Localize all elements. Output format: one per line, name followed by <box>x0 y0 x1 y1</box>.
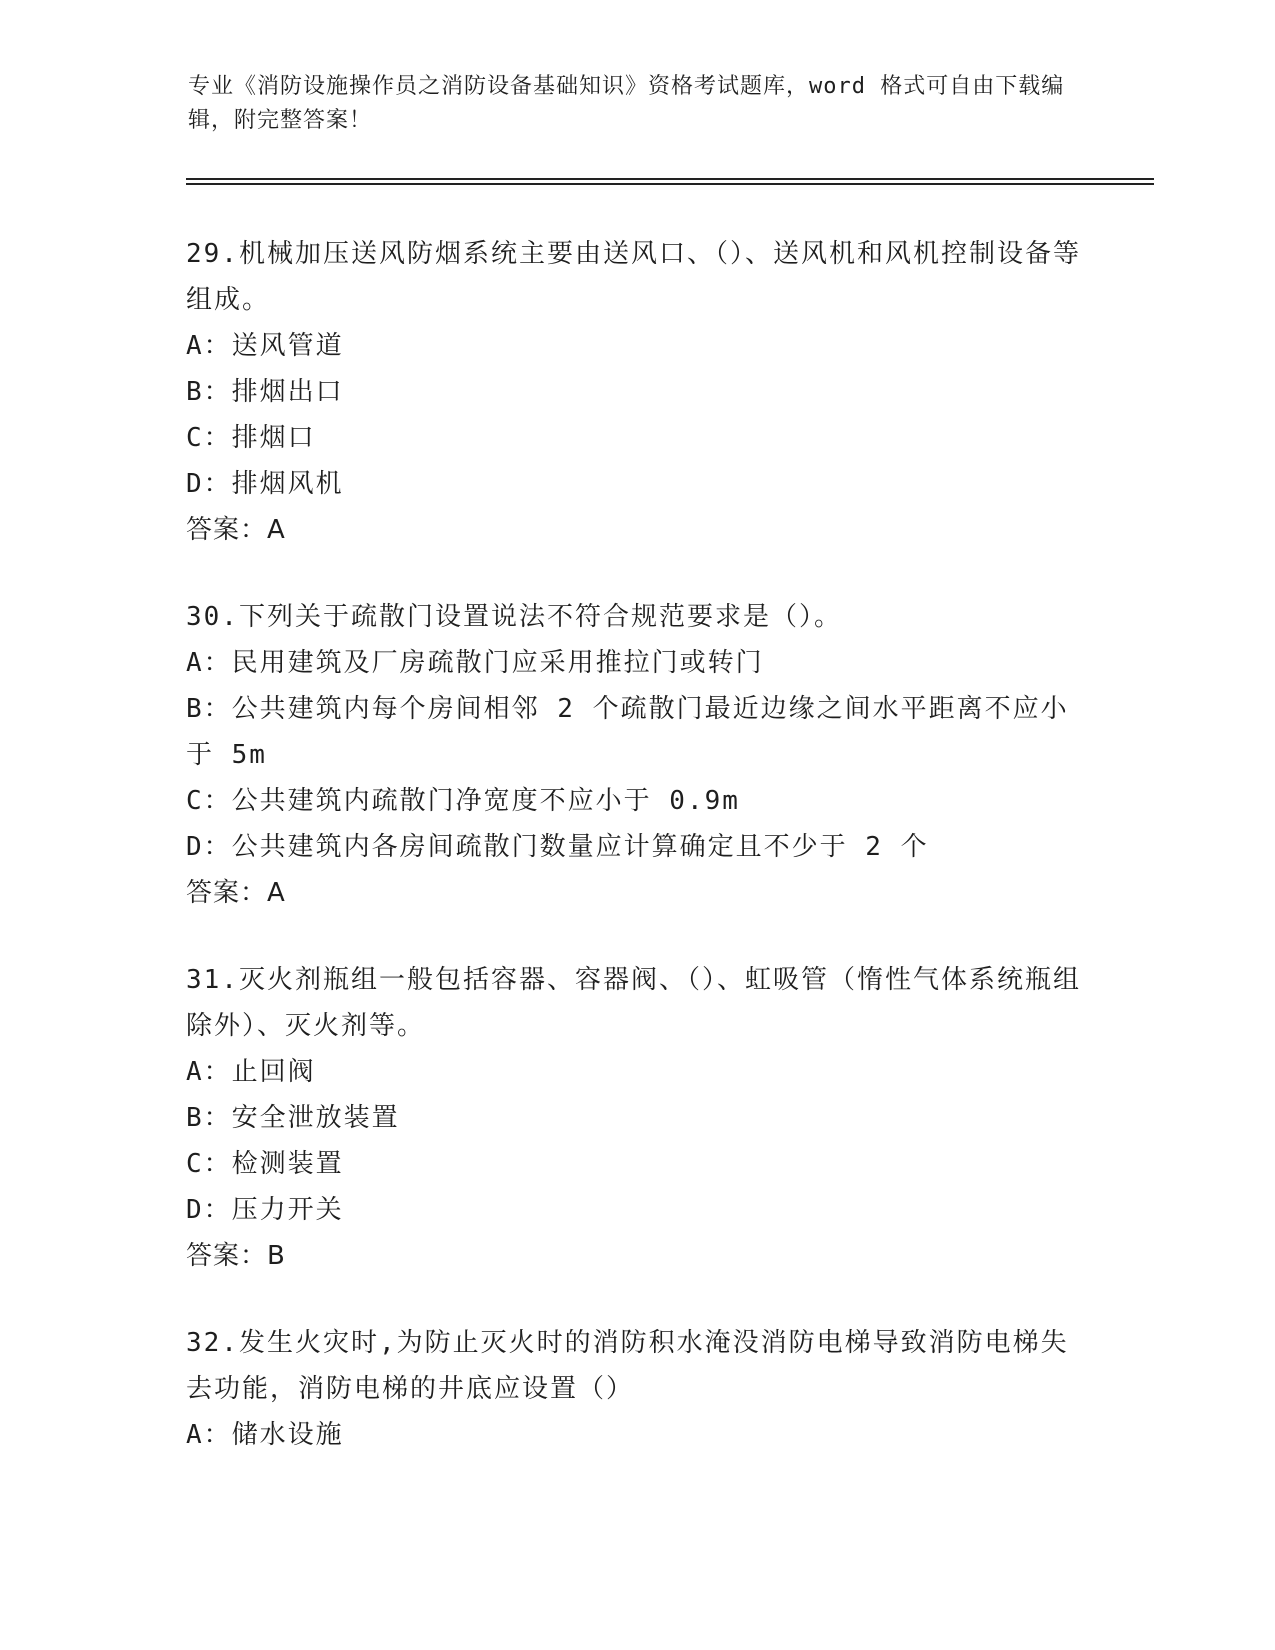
question-29 <box>186 231 1086 553</box>
option-d: D：压力开关 <box>186 1195 344 1225</box>
answer-label: 答案：B <box>186 1241 286 1271</box>
header-divider-top <box>186 178 1154 180</box>
question-31 <box>186 957 1086 1279</box>
header-text: 专业《消防设施操作员之消防设备基础知识》资格考试题库，word 格式可自由下载编辑，附完整答案！ <box>188 74 1065 133</box>
question-stem: 30.下列关于疏散门设置说法不符合规范要求是（）。 <box>186 602 842 632</box>
header-divider-bottom <box>186 183 1154 185</box>
answer-label: 答案：A <box>186 878 286 908</box>
question-stem: 29.机械加压送风防烟系统主要由送风口、（）、送风机和风机控制设备等组成。 <box>186 239 1081 315</box>
option-a: A：送风管道 <box>186 331 344 361</box>
option-a: A：储水设施 <box>186 1420 344 1450</box>
option-a: A：民用建筑及厂房疏散门应采用推拉门或转门 <box>186 648 764 678</box>
option-c: C：排烟口 <box>186 423 316 453</box>
question-stem: 31.灭火剂瓶组一般包括容器、容器阀、（）、虹吸管（惰性气体系统瓶组除外）、灭火剂等。 <box>186 965 1081 1041</box>
option-a: A：止回阀 <box>186 1057 316 1087</box>
option-b: B：排烟出口 <box>186 377 344 407</box>
question-stem: 32.发生火灾时,为防止灭火时的消防积水淹没消防电梯导致消防电梯失去功能，消防电梯的井底应设置（） <box>186 1328 1069 1404</box>
question-32 <box>186 1320 1086 1458</box>
option-d: D：公共建筑内各房间疏散门数量应计算确定且不少于 2 个 <box>186 832 929 862</box>
question-30 <box>186 594 1086 916</box>
option-d: D：排烟风机 <box>186 469 344 499</box>
option-c: C：公共建筑内疏散门净宽度不应小于 0.9m <box>186 786 740 816</box>
option-b: B：安全泄放装置 <box>186 1103 400 1133</box>
document-header <box>188 70 1088 138</box>
answer-label: 答案：A <box>186 515 286 545</box>
option-c: C：检测装置 <box>186 1149 344 1179</box>
option-b: B：公共建筑内每个房间相邻 2 个疏散门最近边缘之间水平距离不应小于 5m <box>186 694 1069 770</box>
